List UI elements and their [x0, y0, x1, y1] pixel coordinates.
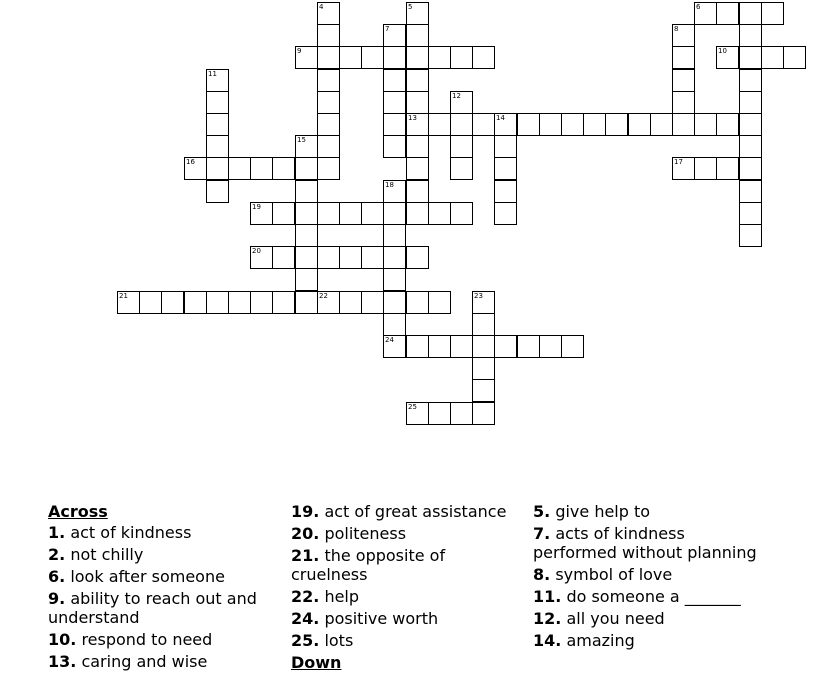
- grid-cell[interactable]: [739, 157, 762, 180]
- clue-number: 6.: [48, 567, 66, 586]
- grid-cell[interactable]: [317, 113, 340, 136]
- grid-cell[interactable]: [317, 291, 340, 314]
- grid-cell[interactable]: [583, 113, 606, 136]
- grid-cell[interactable]: [472, 291, 495, 314]
- grid-cell[interactable]: [472, 335, 495, 358]
- clue-number: 2.: [48, 545, 66, 564]
- cell-number: 4: [319, 3, 324, 11]
- grid-cell[interactable]: [716, 113, 739, 136]
- grid-cell[interactable]: [406, 202, 429, 225]
- grid-cell[interactable]: [739, 69, 762, 92]
- clue-text: caring and wise: [81, 652, 208, 671]
- clue-item: [533, 587, 768, 606]
- clue-item: [291, 587, 526, 606]
- clue-text: ability to reach out and understand: [48, 589, 257, 627]
- cell-number: 23: [474, 292, 483, 300]
- cell-number: 18: [385, 181, 394, 189]
- grid-cell[interactable]: [716, 157, 739, 180]
- grid-cell[interactable]: [272, 202, 295, 225]
- grid-cell[interactable]: [450, 113, 473, 136]
- grid-cell[interactable]: [295, 202, 318, 225]
- grid-cell[interactable]: [628, 113, 651, 136]
- clue-item: [533, 631, 768, 650]
- clue-number: 1.: [48, 523, 66, 542]
- grid-cell[interactable]: [361, 246, 384, 269]
- grid-cell[interactable]: [228, 157, 251, 180]
- grid-cell[interactable]: [272, 291, 295, 314]
- grid-cell[interactable]: [406, 2, 429, 25]
- grid-cell[interactable]: [139, 291, 162, 314]
- clue-item: [291, 524, 526, 543]
- grid-cell[interactable]: [739, 224, 762, 247]
- grid-cell[interactable]: [694, 157, 717, 180]
- grid-cell[interactable]: [561, 335, 584, 358]
- cell-number: 14: [496, 114, 505, 122]
- grid-cell[interactable]: [206, 69, 229, 92]
- clue-item: [48, 523, 283, 542]
- clue-text: all you need: [566, 609, 665, 628]
- clue-text: look after someone: [70, 567, 225, 586]
- cell-number: 25: [408, 403, 417, 411]
- grid-cell[interactable]: [783, 46, 806, 69]
- grid-cell[interactable]: [383, 46, 406, 69]
- grid-cell[interactable]: [428, 202, 451, 225]
- grid-cell[interactable]: [494, 113, 517, 136]
- clue-number: 20.: [291, 524, 320, 543]
- grid-cell[interactable]: [250, 202, 273, 225]
- grid-cell[interactable]: [672, 69, 695, 92]
- grid-cell[interactable]: [472, 46, 495, 69]
- grid-cell[interactable]: [339, 202, 362, 225]
- grid-cell[interactable]: [383, 313, 406, 336]
- grid-cell[interactable]: [406, 46, 429, 69]
- clue-column-1: [48, 502, 283, 674]
- clue-item: [48, 567, 283, 586]
- grid-cell[interactable]: [295, 180, 318, 203]
- grid-cell[interactable]: [406, 291, 429, 314]
- clue-text: give help to: [555, 502, 651, 521]
- grid-cell[interactable]: [406, 91, 429, 114]
- cell-number: 10: [718, 47, 727, 55]
- grid-cell[interactable]: [672, 91, 695, 114]
- grid-cell[interactable]: [517, 335, 540, 358]
- grid-cell[interactable]: [450, 46, 473, 69]
- clue-item: [291, 546, 526, 584]
- clue-number: 9.: [48, 589, 66, 608]
- clue-number: 22.: [291, 587, 320, 606]
- clue-item: [533, 565, 768, 584]
- clue-item: [291, 631, 526, 650]
- grid-cell[interactable]: [472, 113, 495, 136]
- clue-text: help: [324, 587, 360, 606]
- grid-cell[interactable]: [317, 24, 340, 47]
- grid-cell[interactable]: [383, 180, 406, 203]
- grid-cell[interactable]: [383, 69, 406, 92]
- clue-column-2: [291, 502, 526, 675]
- clue-text: acts of kindness performed without planning: [533, 524, 757, 562]
- grid-cell[interactable]: [450, 402, 473, 425]
- grid-cell[interactable]: [383, 268, 406, 291]
- grid-cell[interactable]: [295, 291, 318, 314]
- grid-cell[interactable]: [272, 246, 295, 269]
- grid-cell[interactable]: [739, 202, 762, 225]
- cell-number: 22: [319, 292, 328, 300]
- grid-cell[interactable]: [117, 291, 140, 314]
- grid-cell[interactable]: [605, 113, 628, 136]
- grid-cell[interactable]: [295, 157, 318, 180]
- clue-number: 14.: [533, 631, 562, 650]
- grid-cell[interactable]: [494, 202, 517, 225]
- grid-cell[interactable]: [761, 46, 784, 69]
- grid-cell[interactable]: [739, 2, 762, 25]
- grid-cell[interactable]: [472, 357, 495, 380]
- clue-number: 7.: [533, 524, 551, 543]
- grid-cell[interactable]: [716, 2, 739, 25]
- grid-cell[interactable]: [739, 91, 762, 114]
- grid-cell[interactable]: [406, 246, 429, 269]
- grid-cell[interactable]: [761, 2, 784, 25]
- grid-cell[interactable]: [561, 113, 584, 136]
- grid-cell[interactable]: [383, 202, 406, 225]
- clue-number: 11.: [533, 587, 562, 606]
- clue-text: positive worth: [324, 609, 439, 628]
- clue-number: 8.: [533, 565, 551, 584]
- grid-cell[interactable]: [206, 91, 229, 114]
- clue-text: symbol of love: [555, 565, 673, 584]
- grid-cell[interactable]: [406, 24, 429, 47]
- grid-cell[interactable]: [450, 335, 473, 358]
- clue-number: 25.: [291, 631, 320, 650]
- grid-cell[interactable]: [317, 246, 340, 269]
- clue-text: lots: [324, 631, 354, 650]
- grid-cell[interactable]: [406, 335, 429, 358]
- grid-cell[interactable]: [317, 157, 340, 180]
- grid-cell[interactable]: [672, 113, 695, 136]
- grid-cell[interactable]: [428, 291, 451, 314]
- clue-item: [291, 502, 526, 521]
- grid-cell[interactable]: [406, 135, 429, 158]
- grid-cell[interactable]: [206, 180, 229, 203]
- grid-cell[interactable]: [450, 135, 473, 158]
- grid-cell[interactable]: [228, 291, 251, 314]
- grid-cell[interactable]: [383, 24, 406, 47]
- grid-cell[interactable]: [339, 246, 362, 269]
- grid-cell[interactable]: [295, 268, 318, 291]
- cell-number: 19: [252, 203, 261, 211]
- grid-cell[interactable]: [739, 135, 762, 158]
- grid-cell[interactable]: [317, 135, 340, 158]
- grid-cell[interactable]: [472, 402, 495, 425]
- grid-cell[interactable]: [383, 91, 406, 114]
- grid-cell[interactable]: [650, 113, 673, 136]
- grid-cell[interactable]: [295, 246, 318, 269]
- grid-cell[interactable]: [295, 135, 318, 158]
- clue-number: 5.: [533, 502, 551, 521]
- cell-number: 8: [674, 25, 679, 33]
- grid-cell[interactable]: [206, 135, 229, 158]
- grid-cell[interactable]: [383, 246, 406, 269]
- grid-cell[interactable]: [250, 157, 273, 180]
- grid-cell[interactable]: [184, 291, 207, 314]
- grid-cell[interactable]: [450, 91, 473, 114]
- clue-number: 21.: [291, 546, 320, 565]
- grid-cell[interactable]: [739, 113, 762, 136]
- grid-cell[interactable]: [206, 291, 229, 314]
- clue-item: [291, 653, 526, 672]
- cell-number: 7: [385, 25, 390, 33]
- grid-cell[interactable]: [250, 246, 273, 269]
- grid-cell[interactable]: [428, 46, 451, 69]
- clue-text: the opposite of cruelness: [291, 546, 446, 584]
- grid-cell[interactable]: [317, 2, 340, 25]
- clue-number: 10.: [48, 630, 77, 649]
- cell-number: 12: [452, 92, 461, 100]
- cell-number: 24: [385, 336, 394, 344]
- clue-number: 13.: [48, 652, 77, 671]
- grid-cell[interactable]: [361, 291, 384, 314]
- cell-number: 5: [408, 3, 413, 11]
- clue-item: [48, 630, 283, 649]
- grid-cell[interactable]: [272, 157, 295, 180]
- across-heading: Across: [48, 502, 108, 521]
- grid-cell[interactable]: [494, 335, 517, 358]
- grid-cell[interactable]: [250, 291, 273, 314]
- grid-cell[interactable]: [406, 402, 429, 425]
- grid-cell[interactable]: [494, 180, 517, 203]
- grid-cell[interactable]: [317, 69, 340, 92]
- grid-cell[interactable]: [428, 113, 451, 136]
- clue-item: [48, 545, 283, 564]
- grid-cell[interactable]: [428, 402, 451, 425]
- clue-item: [533, 609, 768, 628]
- cell-number: 13: [408, 114, 417, 122]
- clue-number: 24.: [291, 609, 320, 628]
- clue-text: act of great assistance: [324, 502, 507, 521]
- clue-item: [48, 589, 283, 627]
- grid-cell[interactable]: [317, 46, 340, 69]
- grid-cell[interactable]: [206, 113, 229, 136]
- grid-cell[interactable]: [383, 113, 406, 136]
- cell-number: 21: [119, 292, 128, 300]
- clue-text: not chilly: [70, 545, 144, 564]
- grid-cell[interactable]: [184, 157, 207, 180]
- grid-cell[interactable]: [361, 46, 384, 69]
- grid-cell[interactable]: [694, 2, 717, 25]
- down-heading: Down: [291, 653, 342, 672]
- clue-item: [533, 502, 768, 521]
- grid-cell[interactable]: [339, 46, 362, 69]
- grid-cell[interactable]: [450, 202, 473, 225]
- clue-number: 19.: [291, 502, 320, 521]
- clue-text: amazing: [566, 631, 635, 650]
- clue-text: politeness: [324, 524, 407, 543]
- grid-cell[interactable]: [539, 335, 562, 358]
- clue-item: [291, 609, 526, 628]
- clue-column-3: [533, 502, 768, 653]
- grid-cell[interactable]: [472, 313, 495, 336]
- clue-text: respond to need: [81, 630, 213, 649]
- grid-cell[interactable]: [161, 291, 184, 314]
- grid-cell[interactable]: [472, 379, 495, 402]
- grid-cell[interactable]: [494, 135, 517, 158]
- cell-number: 11: [208, 70, 217, 78]
- grid-cell[interactable]: [739, 24, 762, 47]
- clue-item: [533, 524, 768, 562]
- grid-cell[interactable]: [383, 224, 406, 247]
- grid-cell[interactable]: [295, 224, 318, 247]
- grid-cell[interactable]: [739, 46, 762, 69]
- grid-cell[interactable]: [406, 69, 429, 92]
- grid-cell[interactable]: [383, 335, 406, 358]
- cell-number: 15: [297, 136, 306, 144]
- grid-cell[interactable]: [406, 157, 429, 180]
- grid-cell[interactable]: [672, 24, 695, 47]
- clue-number: 12.: [533, 609, 562, 628]
- grid-cell[interactable]: [383, 135, 406, 158]
- clue-text: do someone a _______: [566, 587, 741, 606]
- cell-number: 9: [297, 47, 302, 55]
- grid-cell[interactable]: [361, 202, 384, 225]
- grid-cell[interactable]: [317, 202, 340, 225]
- grid-cell[interactable]: [383, 291, 406, 314]
- clue-item: [48, 652, 283, 671]
- grid-cell[interactable]: [317, 91, 340, 114]
- grid-cell[interactable]: [494, 157, 517, 180]
- grid-cell[interactable]: [450, 157, 473, 180]
- cell-number: 16: [186, 158, 195, 166]
- grid-cell[interactable]: [206, 157, 229, 180]
- grid-cell[interactable]: [672, 157, 695, 180]
- grid-cell[interactable]: [406, 113, 429, 136]
- grid-cell[interactable]: [739, 180, 762, 203]
- grid-cell[interactable]: [295, 46, 318, 69]
- grid-cell[interactable]: [339, 291, 362, 314]
- grid-cell[interactable]: [716, 46, 739, 69]
- grid-cell[interactable]: [406, 180, 429, 203]
- cell-number: 20: [252, 247, 261, 255]
- grid-cell[interactable]: [672, 46, 695, 69]
- grid-cell[interactable]: [517, 113, 540, 136]
- cell-number: 6: [696, 3, 701, 11]
- clue-text: act of kindness: [70, 523, 192, 542]
- grid-cell[interactable]: [428, 335, 451, 358]
- grid-cell[interactable]: [539, 113, 562, 136]
- grid-cell[interactable]: [694, 113, 717, 136]
- cell-number: 17: [674, 158, 683, 166]
